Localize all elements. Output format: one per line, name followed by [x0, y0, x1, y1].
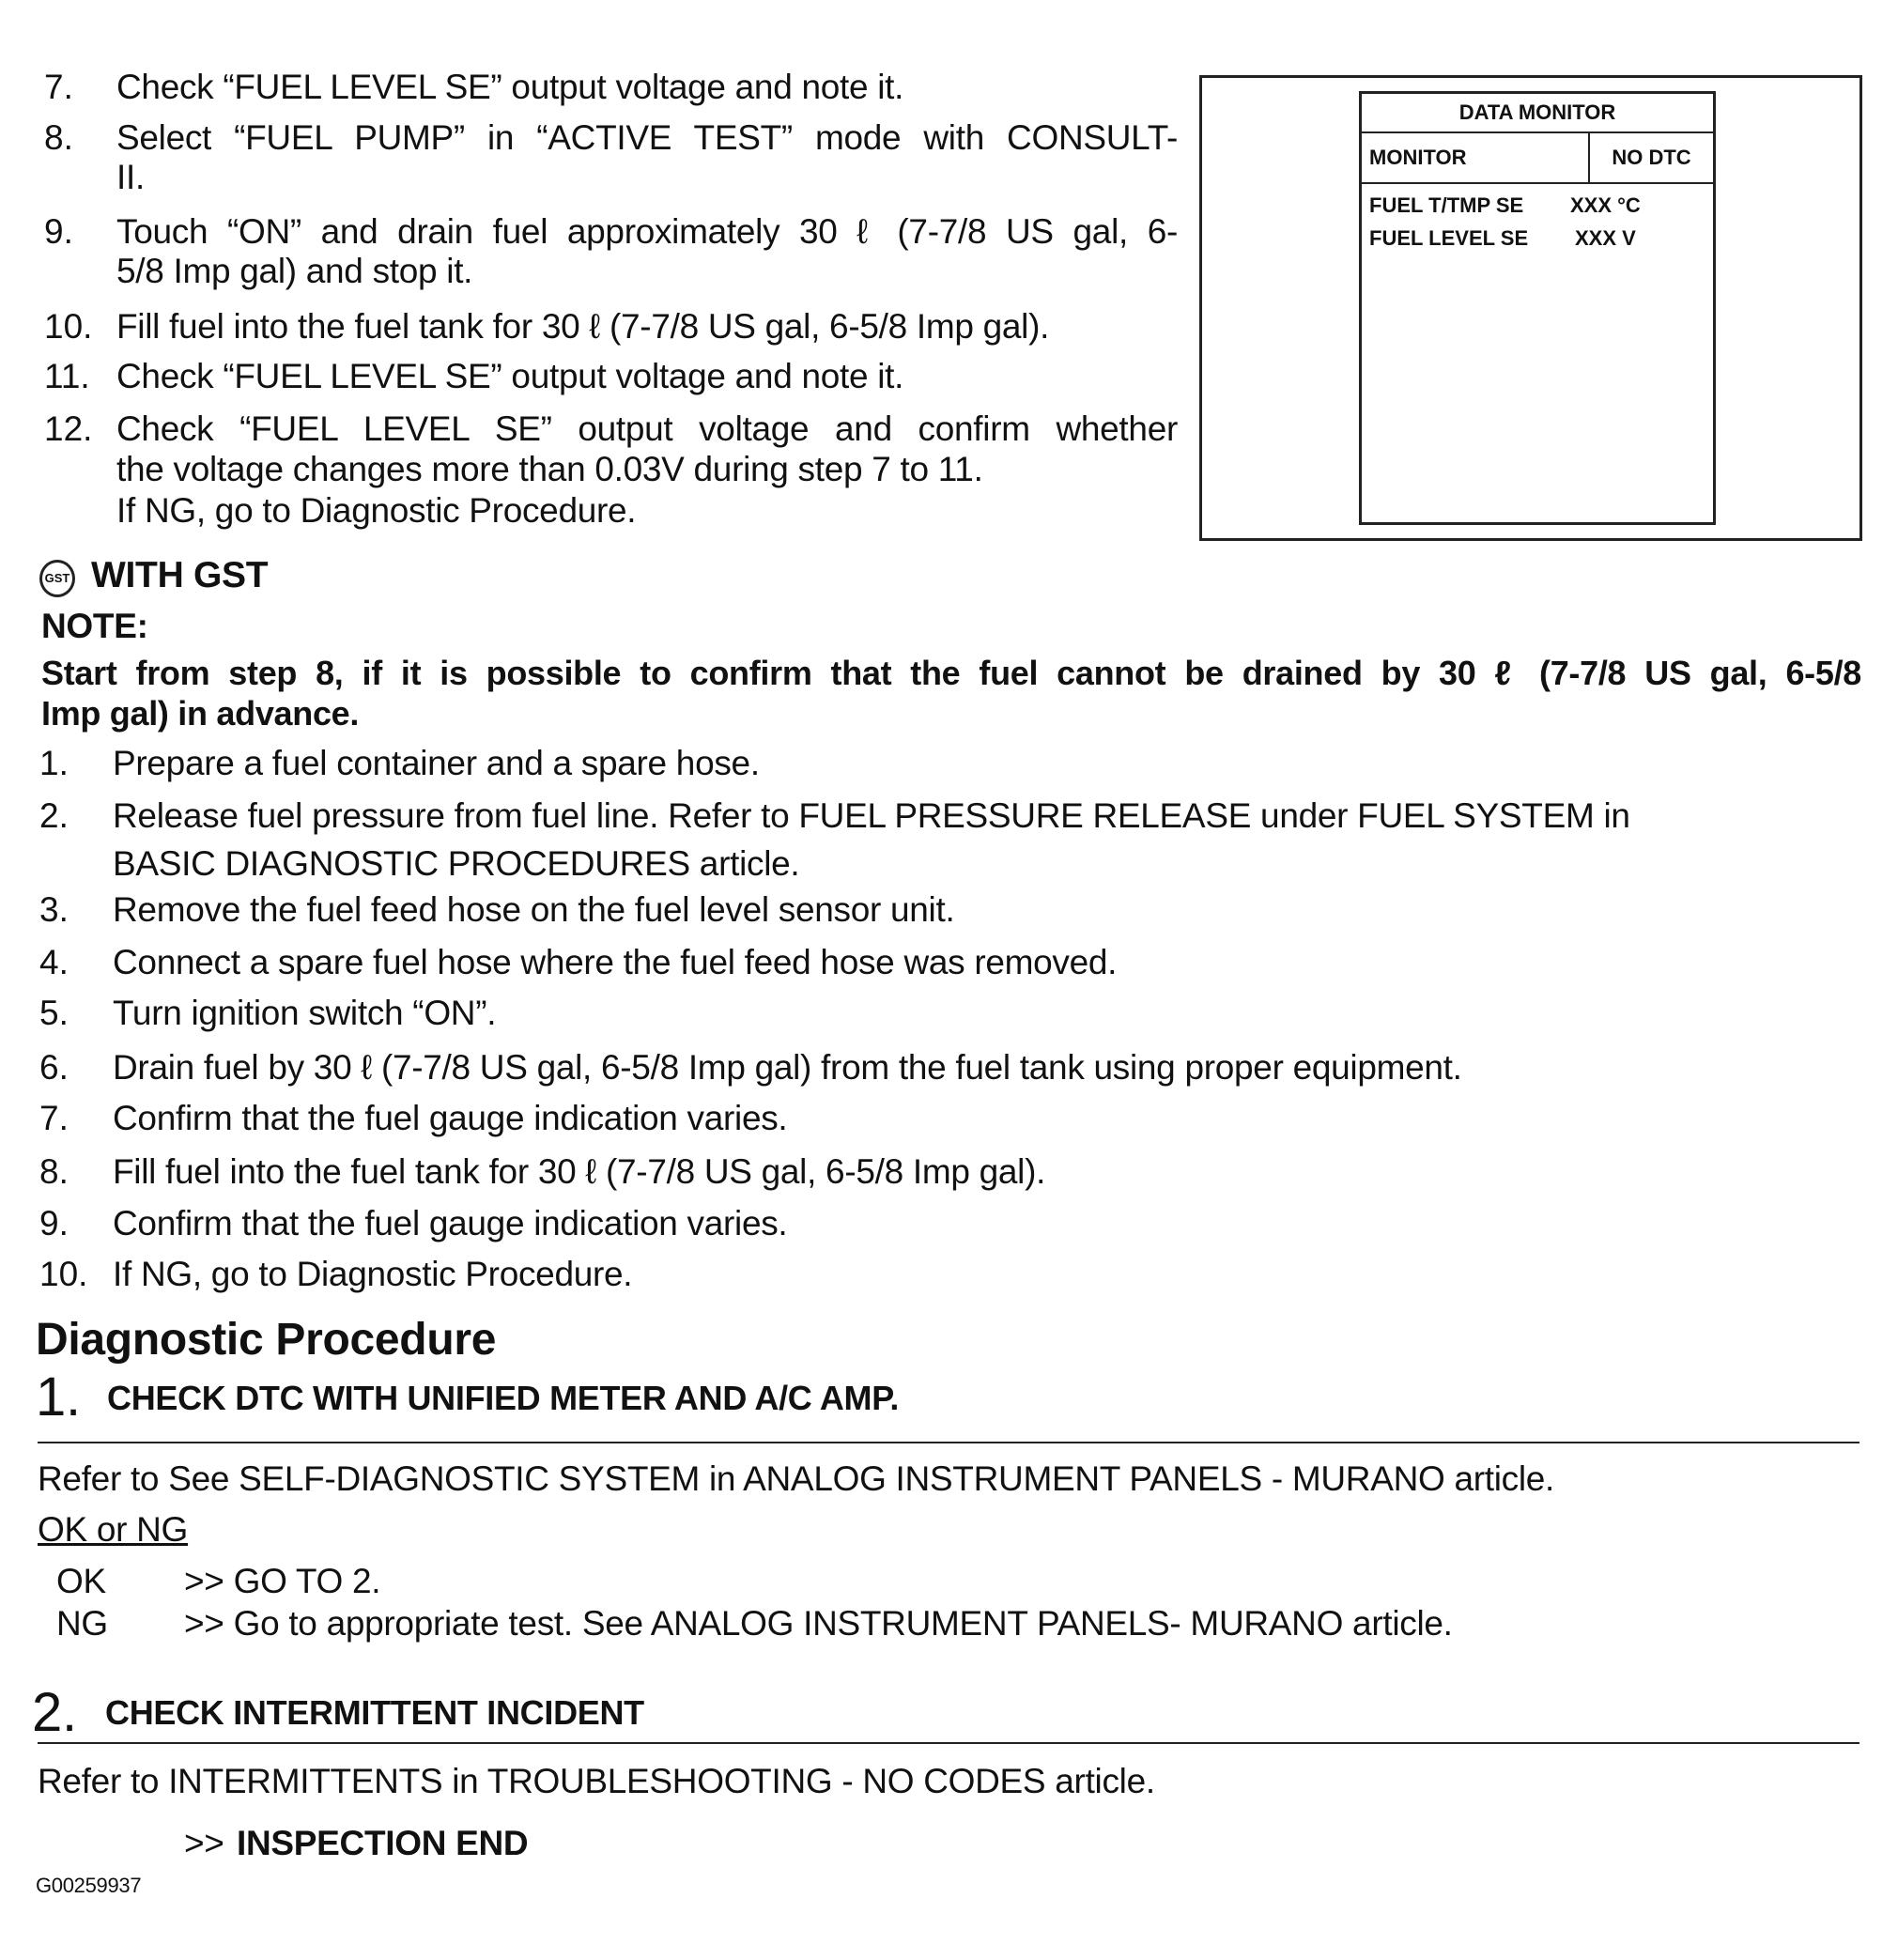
step-text: Select “FUEL PUMP” in “ACTIVE TEST” mode with CONSULT-	[116, 118, 1178, 157]
step-text: Check “FUEL LEVEL SE” output voltage and confirm whether	[116, 409, 1178, 448]
step-text: Check “FUEL LEVEL SE” output voltage and note it.	[116, 357, 904, 395]
monitor-column: MONITOR	[1369, 146, 1467, 169]
figure-id: G00259937	[36, 1874, 142, 1897]
step-number: 9.	[39, 1204, 69, 1242]
step-2-text: Refer to INTERMITTENTS in TROUBLESHOOTING - NO CODES article.	[38, 1762, 1155, 1800]
note-label: NOTE:	[41, 607, 148, 645]
ok-action: >> GO TO 2.	[184, 1562, 381, 1600]
step-2-title: CHECK INTERMITTENT INCIDENT	[105, 1693, 644, 1732]
step-number: 3.	[39, 890, 69, 929]
step-number: 7.	[39, 1099, 69, 1137]
no-dtc-column: NO DTC	[1612, 146, 1691, 169]
ng-label: NG	[56, 1604, 108, 1643]
divider	[38, 1742, 1859, 1744]
step-text: Touch “ON” and drain fuel approximately 30 ℓ (7-7/8 US gal, 6-	[116, 212, 1178, 251]
monitor-row-label: FUEL T/TMP SE	[1369, 193, 1524, 217]
end-prefix: >>	[184, 1824, 224, 1862]
step-text: If NG, go to Diagnostic Procedure.	[113, 1255, 633, 1293]
step-text: Turn ignition switch “ON”.	[113, 994, 497, 1032]
data-monitor-screen	[1359, 91, 1716, 525]
gst-icon	[39, 560, 75, 597]
step-1-number: 1.	[36, 1366, 81, 1428]
step-text: II.	[116, 158, 145, 196]
step-text: Check “FUEL LEVEL SE” output voltage and note it.	[116, 68, 904, 106]
monitor-row-value: XXX V	[1575, 226, 1636, 250]
data-monitor-header	[1362, 133, 1713, 184]
step-text: Release fuel pressure from fuel line. Refer to FUEL PRESSURE RELEASE under FUEL SYSTEM in	[113, 796, 1630, 835]
step-number: 11.	[44, 357, 90, 395]
ok-or-ng-label: OK or NG	[38, 1510, 189, 1549]
data-monitor-title: DATA MONITOR	[1362, 94, 1713, 133]
monitor-row-label: FUEL LEVEL SE	[1369, 226, 1529, 250]
step-1-title: CHECK DTC WITH UNIFIED METER AND A/C AMP.	[107, 1379, 900, 1417]
step-text: Remove the fuel feed hose on the fuel level sensor unit.	[113, 890, 955, 929]
step-text: Fill fuel into the fuel tank for 30 ℓ (7-7/8 US gal, 6-5/8 Imp gal).	[116, 307, 1050, 346]
step-number: 12.	[44, 409, 93, 448]
step-text: the voltage changes more than 0.03V during step 7 to 11.	[116, 450, 983, 488]
step-number: 1.	[39, 744, 69, 782]
diagnostic-procedure-title: Diagnostic Procedure	[36, 1315, 497, 1365]
step-number: 7.	[44, 68, 73, 106]
step-text: Connect a spare fuel hose where the fuel feed hose was removed.	[113, 943, 1118, 981]
note-text: Start from step 8, if it is possible to confirm that the fuel cannot be drained by 30 ℓ (7-7/8 US gal, 6-5/8	[41, 654, 1861, 692]
step-text: BASIC DIAGNOSTIC PROCEDURES article.	[113, 844, 800, 883]
with-gst-heading: WITH GST	[91, 555, 269, 595]
note-text: Imp gal) in advance.	[41, 694, 360, 733]
step-text: 5/8 Imp gal) and stop it.	[116, 252, 473, 290]
step-number: 8.	[44, 118, 73, 157]
step-text: If NG, go to Diagnostic Procedure.	[116, 491, 637, 530]
step-text: Confirm that the fuel gauge indication varies.	[113, 1204, 788, 1242]
step-number: 2.	[39, 796, 69, 835]
step-text: Prepare a fuel container and a spare hose.	[113, 744, 760, 782]
divider	[38, 1442, 1859, 1443]
step-number: 10.	[39, 1255, 88, 1293]
step-text: Drain fuel by 30 ℓ (7-7/8 US gal, 6-5/8 Imp gal) from the fuel tank using proper equipment.	[113, 1048, 1462, 1087]
ok-label: OK	[56, 1562, 106, 1600]
step-text: Fill fuel into the fuel tank for 30 ℓ (7-7/8 US gal, 6-5/8 Imp gal).	[113, 1152, 1046, 1191]
step-text: Confirm that the fuel gauge indication varies.	[113, 1099, 788, 1137]
step-number: 8.	[39, 1152, 69, 1191]
inspection-end: INSPECTION END	[237, 1824, 529, 1862]
step-number: 10.	[44, 307, 93, 346]
ng-action: >> Go to appropriate test. See ANALOG INSTRUMENT PANELS- MURANO article.	[184, 1604, 1453, 1643]
step-number: 4.	[39, 943, 69, 981]
monitor-row-value: XXX °C	[1570, 193, 1641, 217]
step-1-text: Refer to See SELF-DIAGNOSTIC SYSTEM in ANALOG INSTRUMENT PANELS - MURANO article.	[38, 1459, 1555, 1498]
step-number: 5.	[39, 994, 69, 1032]
step-number: 6.	[39, 1048, 69, 1087]
gst-icon-label: GST	[44, 571, 70, 585]
step-number: 9.	[44, 212, 73, 251]
step-2-number: 2.	[32, 1682, 77, 1743]
